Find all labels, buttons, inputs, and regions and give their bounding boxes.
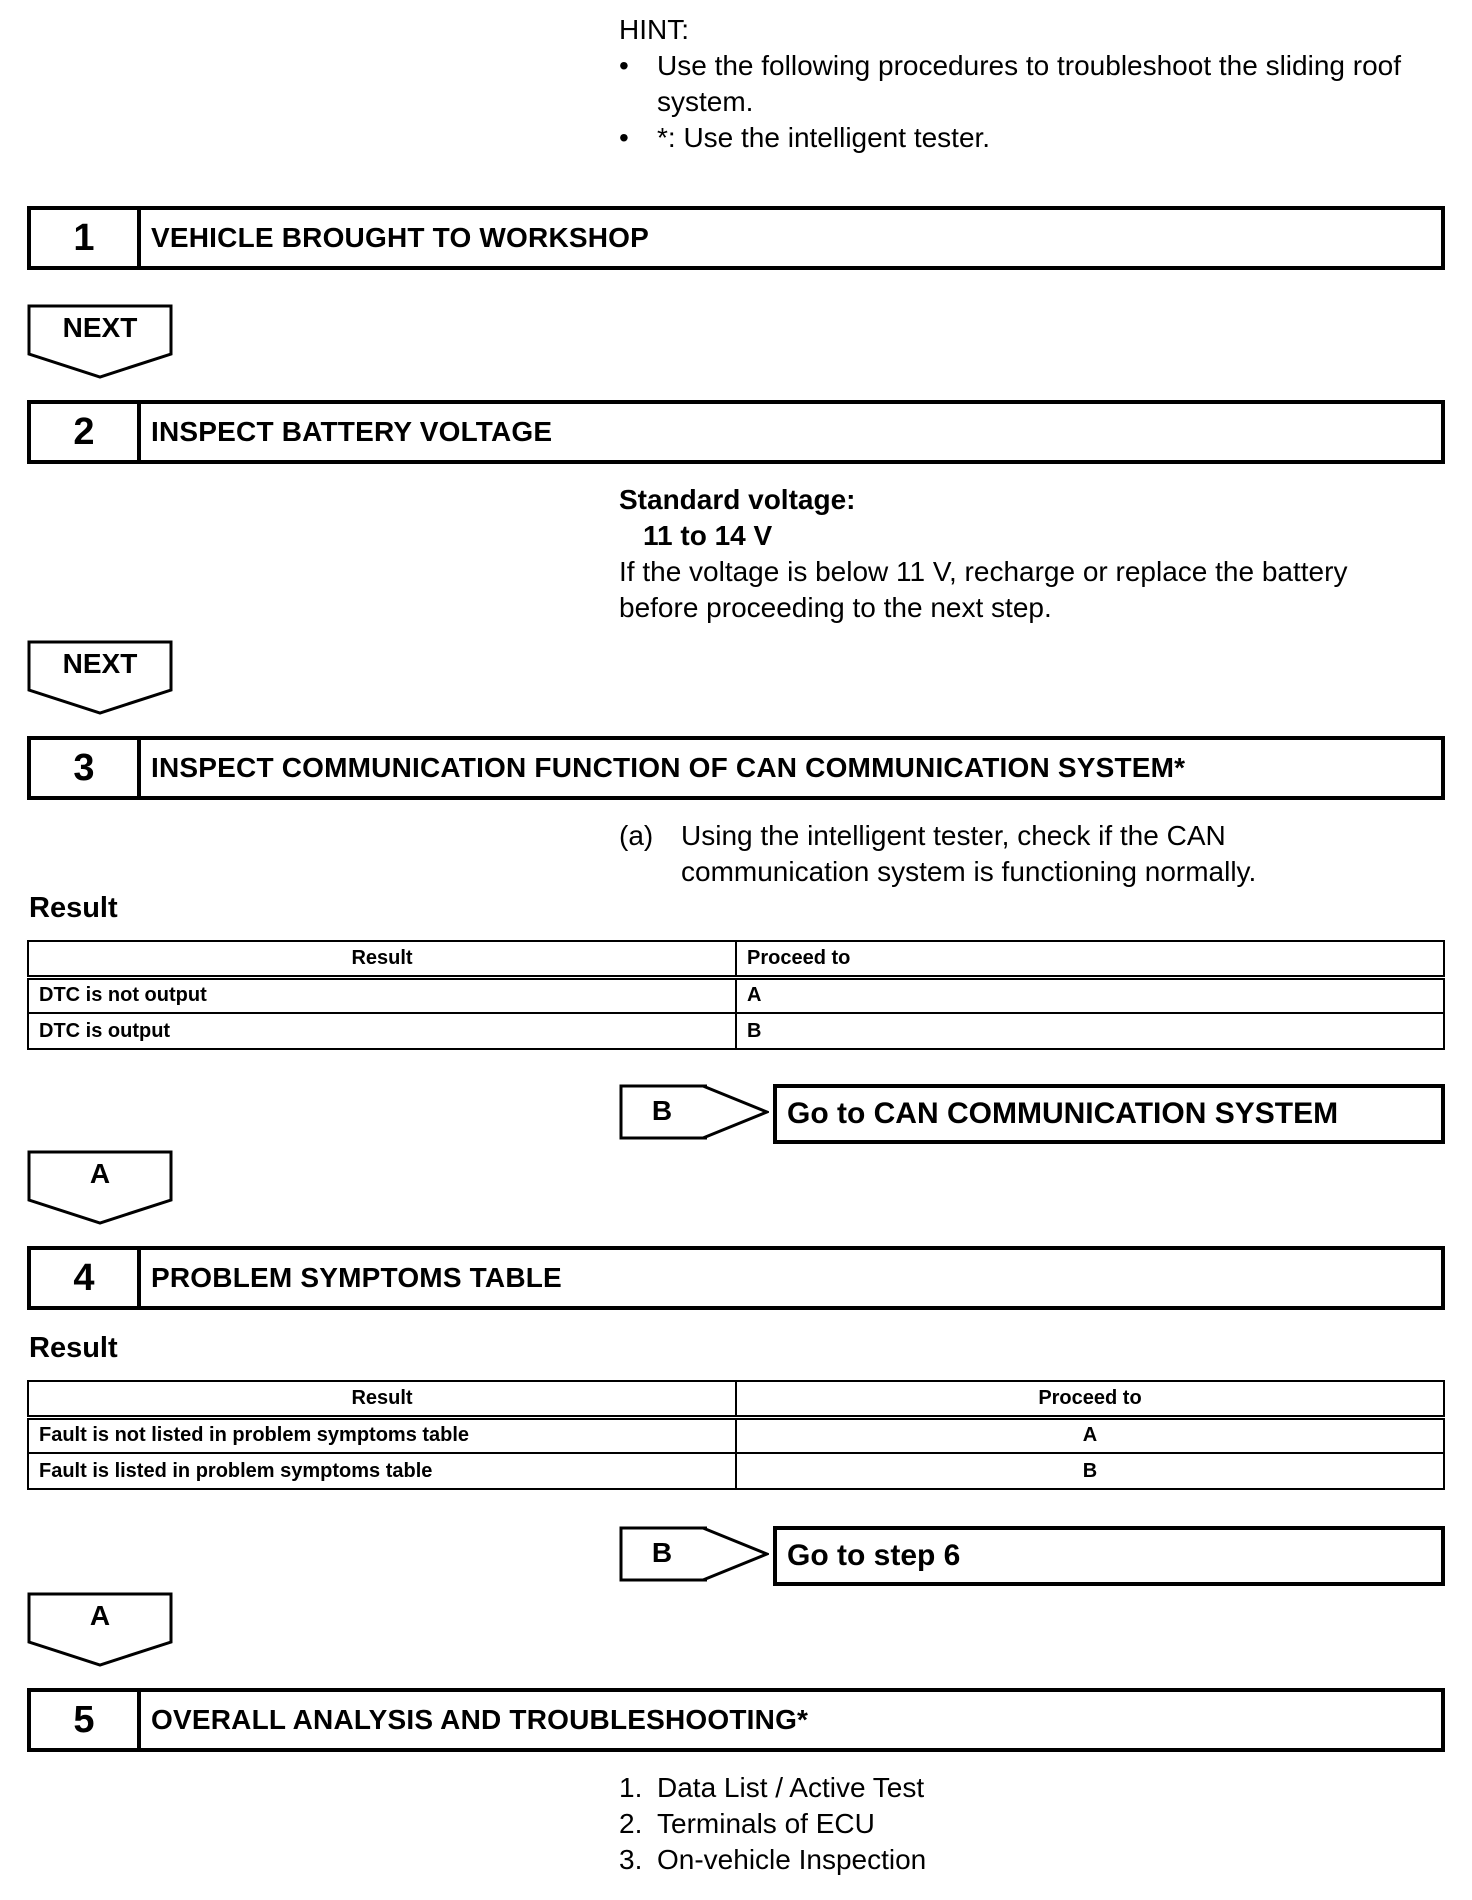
- step-title: INSPECT COMMUNICATION FUNCTION OF CAN COMMUNICATION SYSTEM*: [151, 752, 1186, 783]
- hint-list: [619, 48, 1439, 156]
- step-2-header: [27, 400, 1445, 464]
- instruction-line: Using the intelligent tester, check if the CAN: [681, 820, 1226, 851]
- step-number: 5: [31, 1692, 141, 1748]
- table-row: [28, 977, 1444, 1013]
- arrow-label: A: [89, 1600, 111, 1631]
- a-arrow-1: [27, 1150, 173, 1226]
- arrow-label: NEXT: [62, 648, 138, 679]
- list-item: 2. Terminals of ECU: [619, 1808, 875, 1839]
- table-cell: Fault is listed in problem symptoms table: [28, 1453, 736, 1489]
- column-header: Result: [28, 1381, 736, 1417]
- branch-b-arrow: [619, 1526, 769, 1582]
- step-1-header: [27, 206, 1445, 270]
- column-header: Proceed to: [736, 941, 1444, 977]
- table-header-row: [28, 941, 1444, 977]
- table-cell: Fault is not listed in problem symptoms table: [28, 1417, 736, 1453]
- step-5-header: [27, 1688, 1445, 1752]
- step-title: OVERALL ANALYSIS AND TROUBLESHOOTING*: [151, 1704, 809, 1735]
- branch-target-box: Go to step 6: [773, 1526, 1445, 1586]
- hint-title: HINT:: [619, 14, 689, 45]
- hint-block: [619, 12, 1439, 156]
- next-arrow-1: [27, 304, 173, 380]
- table-cell: B: [736, 1453, 1444, 1489]
- branch-label: B: [651, 1537, 673, 1568]
- list-item: 3. On-vehicle Inspection: [619, 1844, 927, 1875]
- result-label: Result: [29, 1332, 118, 1364]
- table-cell: B: [736, 1013, 1444, 1049]
- step-number: 1: [31, 210, 141, 266]
- voltage-note-line: before proceeding to the next step.: [619, 592, 1052, 623]
- table-row: [28, 1417, 1444, 1453]
- step-4-result-table: [27, 1380, 1445, 1490]
- hint-item: • Use the following procedures to troubleshoot the sliding roof system.: [619, 50, 1401, 117]
- voltage-note-line: If the voltage is below 11 V, recharge or replace the battery: [619, 556, 1348, 587]
- item-marker: (a): [619, 820, 654, 851]
- step-4-header: [27, 1246, 1445, 1310]
- branch-label: B: [651, 1095, 673, 1126]
- step-number: 3: [31, 740, 141, 796]
- branch-target-box: Go to CAN COMMUNICATION SYSTEM: [773, 1084, 1445, 1144]
- a-arrow-2: [27, 1592, 173, 1668]
- branch-b-arrow: [619, 1084, 769, 1140]
- step-3-instruction: [619, 818, 1459, 890]
- table-cell: DTC is not output: [28, 977, 736, 1013]
- step-title: VEHICLE BROUGHT TO WORKSHOP: [151, 222, 650, 253]
- step-3-result-table: [27, 940, 1445, 1050]
- table-row: [28, 1013, 1444, 1049]
- step-number: 4: [31, 1250, 141, 1306]
- list-item: 1. Data List / Active Test: [619, 1772, 925, 1803]
- step-5-list: [619, 1770, 1439, 1878]
- table-header-row: [28, 1381, 1444, 1417]
- standard-voltage-value: 11 to 14 V: [643, 520, 773, 551]
- step-3-header: [27, 736, 1445, 800]
- column-header: Result: [28, 941, 736, 977]
- result-label: Result: [29, 892, 118, 924]
- bullet-icon: •: [619, 122, 629, 153]
- table-cell: A: [736, 977, 1444, 1013]
- standard-voltage-block: [619, 482, 1459, 626]
- step-number: 2: [31, 404, 141, 460]
- table-cell: A: [736, 1417, 1444, 1453]
- step-title: INSPECT BATTERY VOLTAGE: [151, 416, 553, 447]
- step-title: PROBLEM SYMPTOMS TABLE: [151, 1262, 562, 1293]
- hint-item: • *: Use the intelligent tester.: [619, 120, 1439, 156]
- table-row: [28, 1453, 1444, 1489]
- arrow-label: NEXT: [62, 312, 138, 343]
- next-arrow-2: [27, 640, 173, 716]
- arrow-label: A: [89, 1158, 111, 1189]
- bullet-icon: •: [619, 50, 629, 81]
- column-header: Proceed to: [736, 1381, 1444, 1417]
- instruction-line: communication system is functioning normally.: [681, 856, 1257, 887]
- standard-voltage-label: Standard voltage:: [619, 484, 856, 515]
- table-cell: DTC is output: [28, 1013, 736, 1049]
